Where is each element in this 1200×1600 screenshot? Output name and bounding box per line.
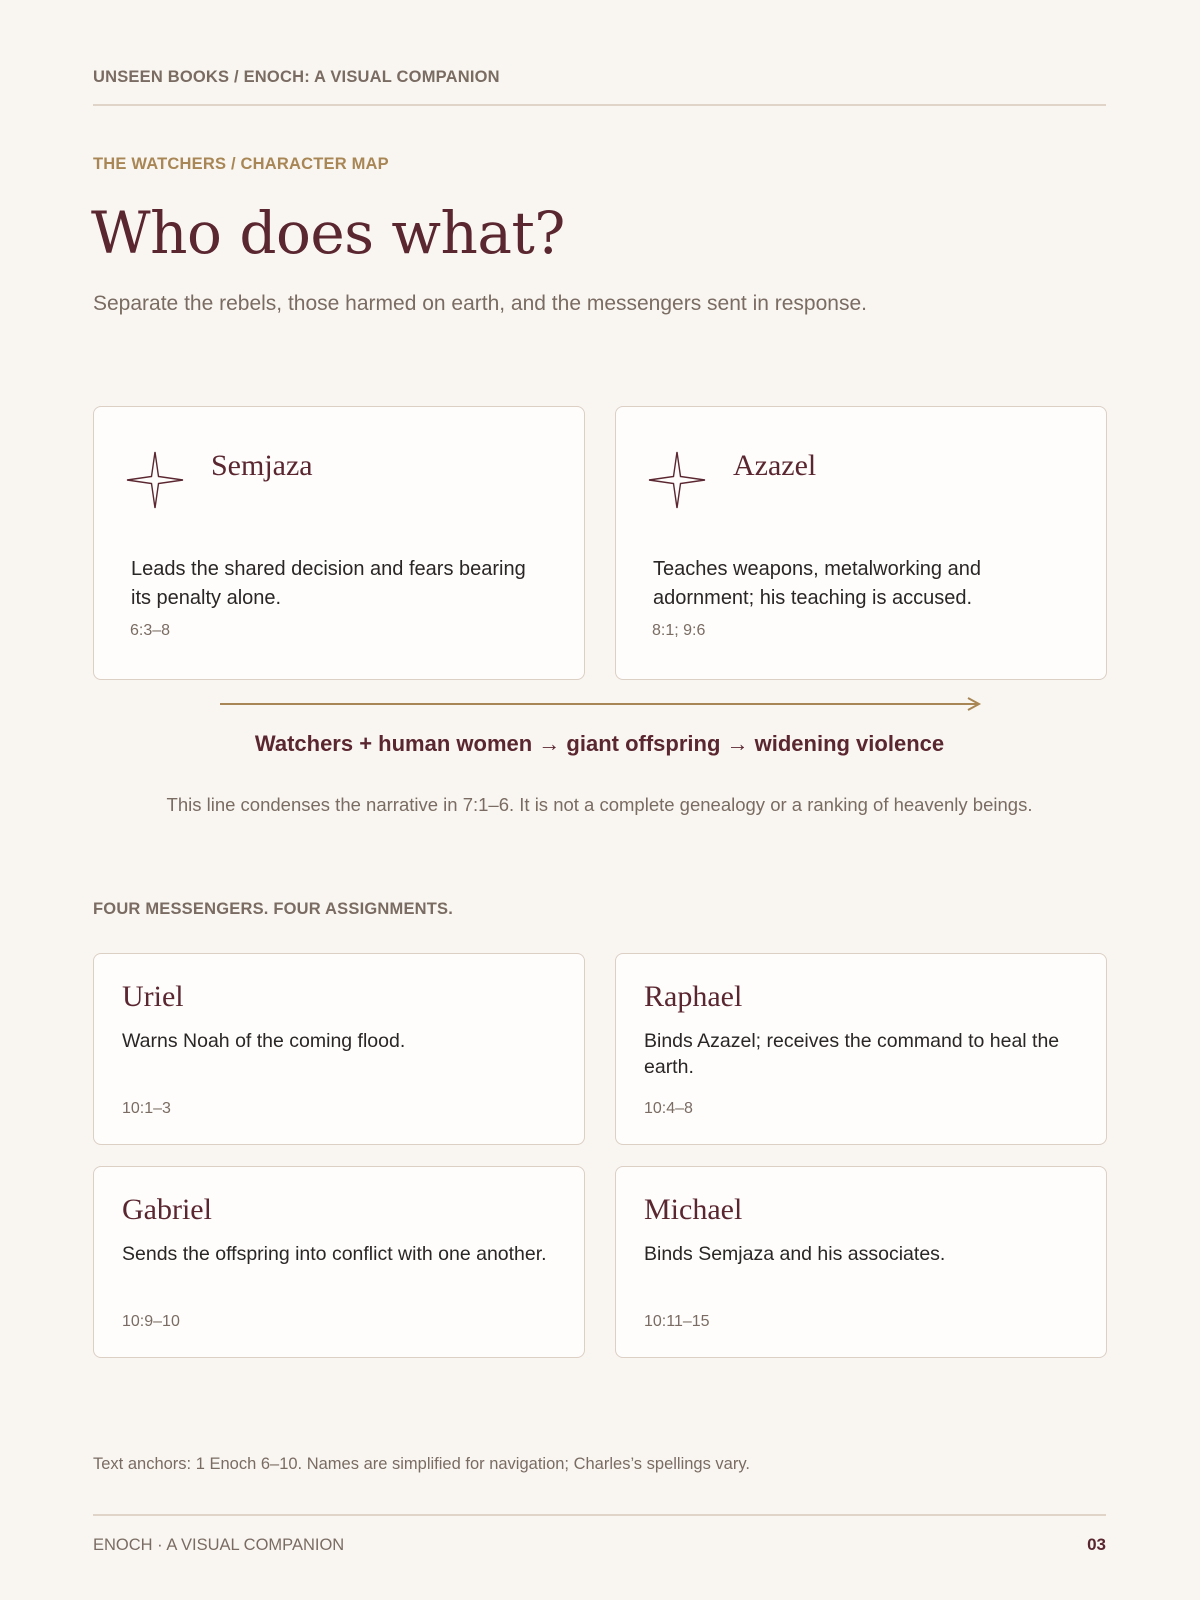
- rebel-name: Semjaza: [211, 449, 313, 482]
- messenger-card-uriel: [93, 953, 585, 1145]
- messenger-reference: 10:9–10: [122, 1313, 180, 1330]
- messengers-section-label: FOUR MESSENGERS. FOUR ASSIGNMENTS.: [93, 900, 454, 918]
- messenger-reference: 10:11–15: [644, 1313, 710, 1330]
- messenger-description: Sends the offspring into conflict with one another.: [122, 1243, 547, 1265]
- four-point-star-icon: [647, 450, 707, 510]
- rebel-description: Teaches weapons, metalworking and adornment; his teaching is accused.: [653, 558, 981, 609]
- messenger-card-raphael: [615, 953, 1107, 1145]
- messenger-description: Binds Semjaza and his associates.: [644, 1243, 946, 1265]
- narrative-flow-note: This line condenses the narrative in 7:1–6. It is not a complete genealogy or a ranking of heavenly beings.: [166, 794, 1033, 815]
- narrative-flow-line: Watchers + human women → giant offspring → widening violence: [254, 731, 945, 756]
- messenger-card-gabriel: [93, 1166, 585, 1358]
- text-anchors-note: Text anchors: 1 Enoch 6–10. Names are simplified for navigation; Charles’s spellings vary.: [93, 1455, 750, 1473]
- messenger-reference: 10:4–8: [644, 1100, 693, 1117]
- messenger-card-michael: [615, 1166, 1107, 1358]
- messenger-name: Michael: [644, 1193, 743, 1226]
- footer-divider: [93, 1514, 1106, 1516]
- page-number: 03: [1087, 1535, 1106, 1554]
- page: [93, 0, 1106, 1600]
- messenger-reference: 10:1–3: [122, 1100, 171, 1117]
- page-subtitle: Separate the rebels, those harmed on earth, and the messengers sent in response.: [93, 292, 867, 315]
- page-title: Who does what?: [91, 199, 565, 267]
- rebel-reference: 6:3–8: [130, 622, 171, 639]
- messenger-name: Uriel: [122, 980, 184, 1013]
- four-point-star-icon: [125, 450, 185, 510]
- footer-title: ENOCH · A VISUAL COMPANION: [93, 1536, 345, 1554]
- messenger-name: Gabriel: [122, 1193, 212, 1226]
- rebel-name: Azazel: [733, 449, 817, 482]
- messenger-description: Warns Noah of the coming flood.: [122, 1030, 406, 1052]
- flow-arrow-icon: [220, 694, 982, 714]
- running-head: UNSEEN BOOKS / ENOCH: A VISUAL COMPANION: [93, 68, 500, 86]
- section-kicker: THE WATCHERS / CHARACTER MAP: [93, 155, 389, 173]
- rebel-reference: 8:1; 9:6: [652, 622, 706, 639]
- header-divider: [93, 104, 1106, 106]
- messenger-description: Binds Azazel; receives the command to heal the earth.: [644, 1030, 1060, 1078]
- messenger-name: Raphael: [644, 980, 743, 1013]
- rebel-description: Leads the shared decision and fears bearing its penalty alone.: [131, 558, 526, 609]
